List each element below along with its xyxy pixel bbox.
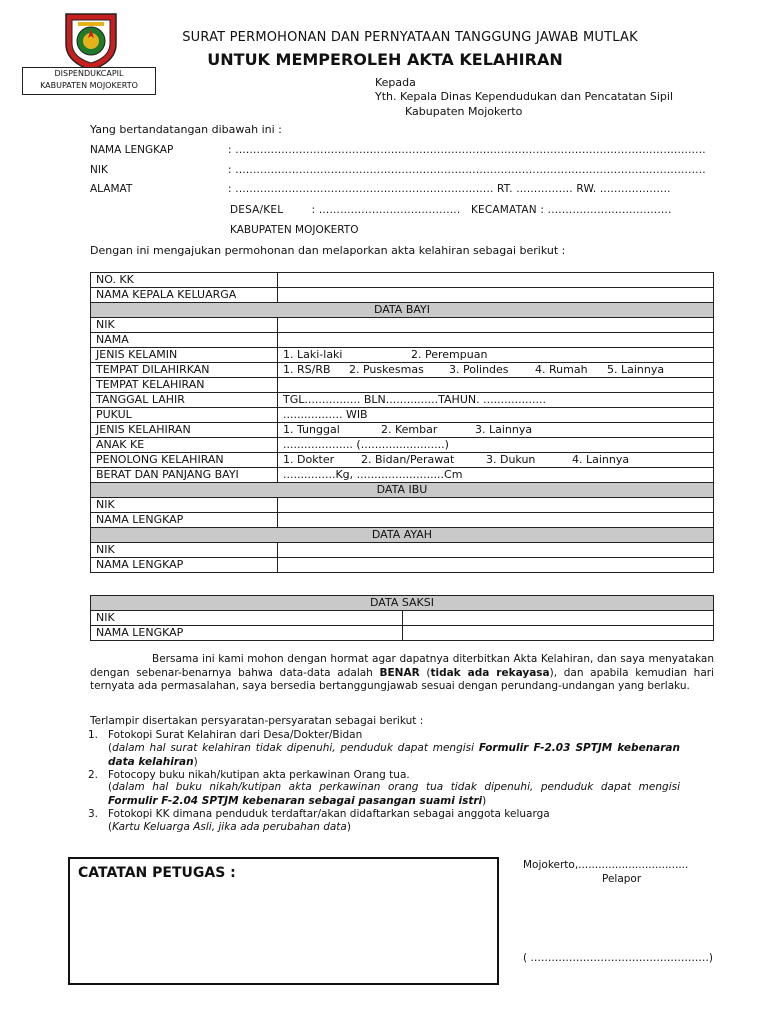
note2-bold: Formulir F-2.04 SPTJM kebenaran sebagai pasangan suami istri xyxy=(108,794,483,807)
declaration-tidak: tidak ada rekayasa xyxy=(430,666,550,679)
option[interactable]: 2. Bidan/Perawat xyxy=(361,453,455,466)
jenis-kelahiran-options[interactable] xyxy=(278,423,714,438)
table-row xyxy=(91,378,714,393)
kabupaten-text: KABUPATEN MOJOKERTO xyxy=(230,224,359,236)
table-row xyxy=(91,363,714,378)
witness-table xyxy=(90,595,714,641)
option[interactable]: 1. RS/RB xyxy=(283,363,331,376)
note3-text: Kartu Keluarga Asli, jika ada perubahan data xyxy=(112,821,347,833)
declaration-p2: , dan apabila kemudian hari ternyata ada permasalahan, saya bersedia bertanggungjawab sesuai dengan perundang-undangan yang berlaku. xyxy=(90,666,714,692)
tempat-kelahiran-label: TEMPAT KELAHIRAN xyxy=(91,378,278,393)
pukul-label: PUKUL xyxy=(91,408,278,423)
option[interactable]: 5. Lainnya xyxy=(607,363,665,376)
declaration-p1: Bersama ini kami mohon dengan hormat agar dapatnya diterbitkan Akta Kelahiran, dan saya menyatakan dengan sebenar-benarnya bahwa data-data adalah xyxy=(90,653,714,679)
option[interactable]: 1. Tunggal xyxy=(283,423,340,436)
item-number: 2. xyxy=(88,769,99,781)
ibu-nik-label: NIK xyxy=(91,498,278,513)
attachment-item-3: Fotokopi KK dimana penduduk terdaftar/akan didaftarkan sebagai anggota keluarga xyxy=(108,808,550,820)
option[interactable]: 4. Rumah xyxy=(535,363,588,376)
item-number: 1. xyxy=(88,729,99,741)
table-row xyxy=(91,498,714,513)
table-row xyxy=(91,626,714,641)
nokk-cell[interactable] xyxy=(278,273,714,288)
table-row xyxy=(91,318,714,333)
nama-field[interactable]: : ..................................................................................................................................... xyxy=(228,144,706,156)
pelapor-label: Pelapor xyxy=(602,873,642,885)
declaration-benar: BENAR xyxy=(379,666,420,679)
ayah-nama-label: NAMA LENGKAP xyxy=(91,558,278,573)
tanggal-lahir-cell[interactable]: TGL................ BLN...............TAHUN. .................. xyxy=(278,393,714,408)
table-row xyxy=(91,513,714,528)
tempat-dilahirkan-options[interactable] xyxy=(278,363,714,378)
ayah-nik-label: NIK xyxy=(91,543,278,558)
section-saksi: DATA SAKSI xyxy=(91,596,714,611)
note2-text: dalam hal buku nikah/kutipan akta perkawinan orang tua tidak dipenuhi, penduduk dapat mengisi xyxy=(112,781,680,793)
attachment-note-1: (dalam hal surat kelahiran tidak dipenuhi, penduduk dapat mengisi Formulir F-2.03 SPTJM kebenaran data kelahiran) xyxy=(108,742,680,768)
ibu-nama-cell[interactable] xyxy=(278,513,714,528)
declaration-paragraph: Bersama ini kami mohon dengan hormat agar dapatnya diterbitkan Akta Kelahiran, dan saya menyatakan dengan sebenar-benarnya bahwa data-data adalah BENAR (tidak ada rekayasa), dan apabila kemudian hari ternyata ada permasalahan, saya bersedia bertanggungjawab sesuai dengan perundang-undangan yang berlaku. xyxy=(90,653,714,692)
officer-notes-box[interactable] xyxy=(68,857,499,985)
agency-box xyxy=(22,67,156,95)
option[interactable]: 3. Dukun xyxy=(486,453,536,466)
statement-text: Dengan ini mengajukan permohonan dan melaporkan akta kelahiran sebagai berikut : xyxy=(90,244,566,257)
attachment-item-1: Fotokopi Surat Kelahiran dari Desa/Dokter/Bidan xyxy=(108,729,363,741)
agency-line2: KABUPATEN MOJOKERTO xyxy=(40,81,138,90)
option[interactable]: 2. Perempuan xyxy=(411,348,488,361)
bayi-nama-cell[interactable] xyxy=(278,333,714,348)
table-row xyxy=(91,288,714,303)
table-row xyxy=(91,453,714,468)
pukul-cell[interactable]: ................. WIB xyxy=(278,408,714,423)
attachment-item-2: Fotocopy buku nikah/kutipan akta perkawinan Orang tua. xyxy=(108,769,410,781)
desa-kecamatan-field[interactable]: DESA/KEL : ........................................ KECAMATAN : ................................... xyxy=(230,204,672,216)
section-bayi: DATA BAYI xyxy=(91,303,714,318)
tempat-dilahirkan-label: TEMPAT DILAHIRKAN xyxy=(91,363,278,378)
table-row xyxy=(91,468,714,483)
table-row xyxy=(91,543,714,558)
applicant-intro: Yang bertandatangan dibawah ini : xyxy=(90,123,282,136)
form-title-line2: UNTUK MEMPEROLEH AKTA KELAHIRAN xyxy=(207,50,563,69)
signature-field[interactable]: ( ……………………………………………) xyxy=(523,952,714,964)
table-row xyxy=(91,393,714,408)
place-date-field[interactable]: Mojokerto,................................. xyxy=(523,859,689,871)
agency-line1: DISPENDUKCAPIL xyxy=(54,69,124,78)
penolong-options[interactable] xyxy=(278,453,714,468)
table-row xyxy=(91,273,714,288)
berat-label: BERAT DAN PANJANG BAYI xyxy=(91,468,278,483)
table-row xyxy=(91,558,714,573)
birth-data-table xyxy=(90,272,714,573)
section-ibu: DATA IBU xyxy=(91,483,714,498)
penolong-label: PENOLONG KELAHIRAN xyxy=(91,453,278,468)
section-header xyxy=(91,596,714,611)
officer-notes-title: CATATAN PETUGAS : xyxy=(78,865,236,881)
tanggal-lahir-label: TANGGAL LAHIR xyxy=(91,393,278,408)
item-number: 3. xyxy=(88,808,99,820)
jenis-kelamin-label: JENIS KELAMIN xyxy=(91,348,278,363)
kepala-cell[interactable] xyxy=(278,288,714,303)
ibu-nama-label: NAMA LENGKAP xyxy=(91,513,278,528)
ayah-nama-cell[interactable] xyxy=(278,558,714,573)
nokk-label: NO. KK xyxy=(91,273,278,288)
option[interactable]: 2. Puskesmas xyxy=(349,363,424,376)
recipient-line2: Kabupaten Mojokerto xyxy=(405,105,523,118)
recipient-kepada: Kepada xyxy=(375,76,416,89)
option[interactable]: 4. Lainnya xyxy=(572,453,630,466)
note1-text: dalam hal surat kelahiran tidak dipenuhi, penduduk dapat mengisi xyxy=(112,742,475,754)
emblem-logo xyxy=(60,10,122,72)
anak-ke-label: ANAK KE xyxy=(91,438,278,453)
section-header xyxy=(91,483,714,498)
table-row xyxy=(91,423,714,438)
table-row xyxy=(91,348,714,363)
saksi-nama-label: NAMA LENGKAP xyxy=(91,626,403,641)
attachments-intro: Terlampir disertakan persyaratan-persyaratan sebagai berikut : xyxy=(90,715,424,727)
section-ayah: DATA AYAH xyxy=(91,528,714,543)
bayi-nik-cell[interactable] xyxy=(278,318,714,333)
jenis-kelamin-options[interactable] xyxy=(278,348,714,363)
section-header xyxy=(91,528,714,543)
jenis-kelahiran-label: JENIS KELAHIRAN xyxy=(91,423,278,438)
anak-ke-cell[interactable]: .................... (........................) xyxy=(278,438,714,453)
nik-field[interactable]: : ..................................................................................................................................... xyxy=(228,164,706,176)
table-row xyxy=(91,611,714,626)
option[interactable]: 3. Polindes xyxy=(449,363,509,376)
form-title-line1: SURAT PERMOHONAN DAN PERNYATAAN TANGGUNG JAWAB MUTLAK xyxy=(182,30,638,45)
nik-label: NIK xyxy=(90,164,108,176)
attachment-note-2: (dalam hal buku nikah/kutipan akta perkawinan orang tua tidak dipenuhi, penduduk dapat mengisi Formulir F-2.04 SPTJM kebenaran sebagai pasangan suami istri) xyxy=(108,781,680,807)
ibu-nik-cell[interactable] xyxy=(278,498,714,513)
table-row xyxy=(91,408,714,423)
bayi-nama-label: NAMA xyxy=(91,333,278,348)
table-row xyxy=(91,333,714,348)
tempat-kelahiran-cell[interactable] xyxy=(278,378,714,393)
option[interactable]: 1. Laki-laki xyxy=(283,348,343,361)
alamat-field[interactable]: : ......................................................................... RT. ................ RW. .................... xyxy=(228,183,671,195)
option[interactable]: 3. Lainnya xyxy=(475,423,533,436)
attachment-note-3: (Kartu Keluarga Asli, jika ada perubahan data) xyxy=(108,821,351,833)
option[interactable]: 2. Kembar xyxy=(381,423,438,436)
saksi-nik-label: NIK xyxy=(91,611,403,626)
section-header xyxy=(91,303,714,318)
option[interactable]: 1. Dokter xyxy=(283,453,335,466)
ayah-nik-cell[interactable] xyxy=(278,543,714,558)
bayi-nik-label: NIK xyxy=(91,318,278,333)
alamat-label: ALAMAT xyxy=(90,183,133,195)
nama-label: NAMA LENGKAP xyxy=(90,144,174,156)
table-row xyxy=(91,438,714,453)
kepala-label: NAMA KEPALA KELUARGA xyxy=(91,288,278,303)
berat-cell[interactable]: ...............Kg, .........................Cm xyxy=(278,468,714,483)
saksi-nik-cell[interactable] xyxy=(402,611,714,626)
note1-bold: Formulir F-2.03 SPTJM kebenaran data kelahiran xyxy=(108,742,680,768)
recipient-line1: Yth. Kepala Dinas Kependudukan dan Pencatatan Sipil xyxy=(375,90,674,103)
saksi-nama-cell[interactable] xyxy=(402,626,714,641)
